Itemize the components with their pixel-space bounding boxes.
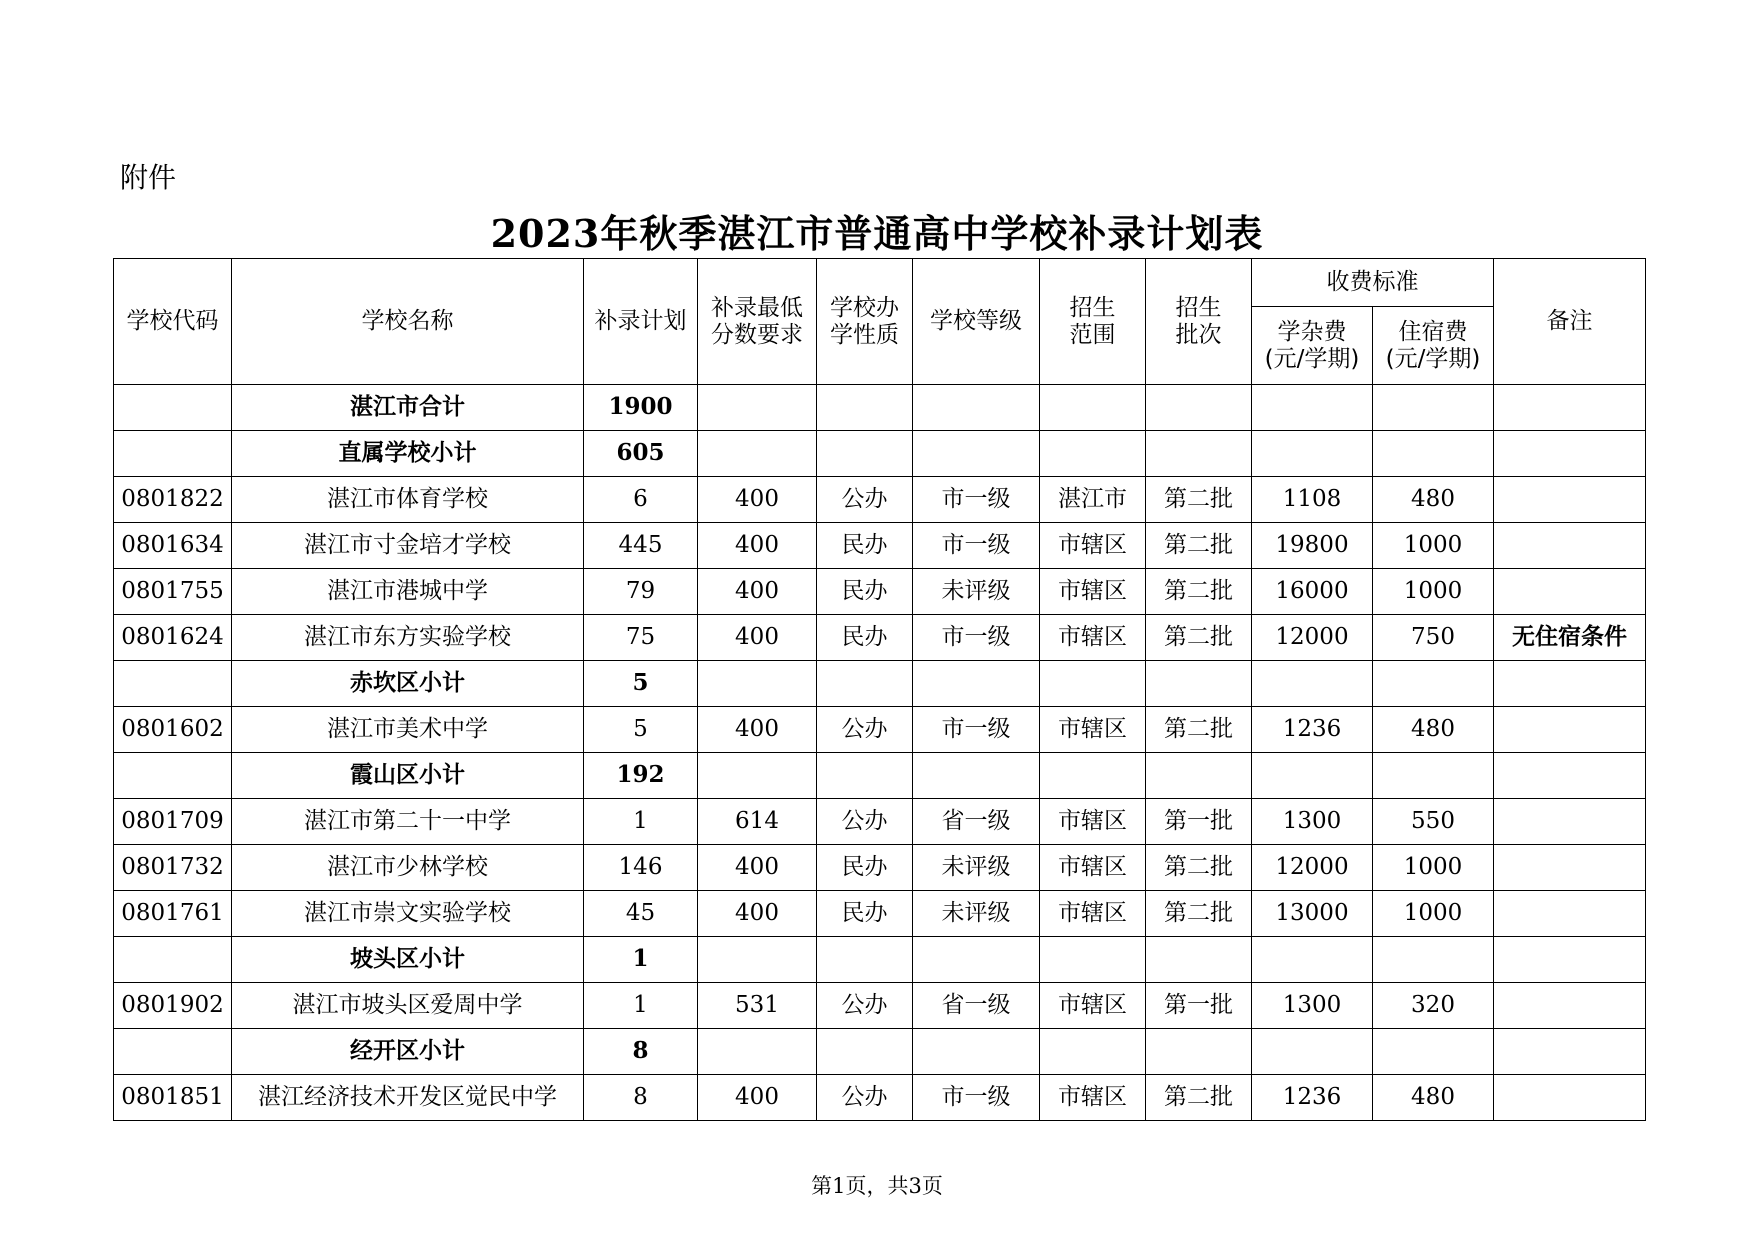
cell-name: 经开区小计 [232,1029,584,1075]
cell-tuition [1252,661,1373,707]
cell-batch: 第一批 [1146,983,1252,1029]
cell-nature [817,385,913,431]
cell-name: 湛江市美术中学 [232,707,584,753]
cell-level: 未评级 [913,845,1040,891]
page-footer: 第1页，共3页 [811,1174,943,1198]
cell-plan: 1 [584,937,698,983]
cell-remark [1494,1029,1646,1075]
cell-code [114,431,232,477]
cell-level [913,431,1040,477]
cell-tuition [1252,937,1373,983]
cell-name: 湛江市第二十一中学 [232,799,584,845]
cell-name: 霞山区小计 [232,753,584,799]
cell-level: 市一级 [913,707,1040,753]
cell-tuition: 1236 [1252,1075,1373,1121]
subtotal-row [114,1029,1646,1075]
table-row [114,983,1646,1029]
cell-scope: 市辖区 [1040,891,1146,937]
page-title: 2023年秋季湛江市普通高中学校补录计划表 [490,211,1264,256]
cell-plan: 1 [584,983,698,1029]
cell-scope [1040,661,1146,707]
cell-level: 未评级 [913,891,1040,937]
table-row [114,799,1646,845]
cell-name: 直属学校小计 [232,431,584,477]
cell-nature: 民办 [817,845,913,891]
subtotal-row [114,385,1646,431]
header-name: 学校名称 [232,259,584,385]
cell-tuition [1252,753,1373,799]
cell-scope [1040,1029,1146,1075]
cell-remark [1494,891,1646,937]
table-row [114,477,1646,523]
header-tuition-line2: (元/学期) [1264,345,1360,372]
cell-nature [817,661,913,707]
cell-code: 0801634 [114,523,232,569]
cell-nature: 公办 [817,799,913,845]
table-row [114,1075,1646,1121]
header-nature-line1: 学校办 [830,295,899,322]
cell-batch: 第二批 [1146,569,1252,615]
cell-level: 市一级 [913,615,1040,661]
cell-plan: 6 [584,477,698,523]
header-batch-line1: 招生 [1175,295,1222,322]
cell-code: 0801822 [114,477,232,523]
cell-name: 湛江经济技术开发区觉民中学 [232,1075,584,1121]
cell-score: 400 [698,615,817,661]
cell-plan: 5 [584,661,698,707]
cell-scope: 市辖区 [1040,983,1146,1029]
cell-plan: 1 [584,799,698,845]
cell-score [698,1029,817,1075]
cell-score: 400 [698,569,817,615]
cell-level [913,753,1040,799]
table-row [114,891,1646,937]
header-min-score-line2: 分数要求 [711,321,803,348]
cell-batch [1146,385,1252,431]
cell-score: 400 [698,523,817,569]
cell-tuition: 1236 [1252,707,1373,753]
cell-name: 湛江市体育学校 [232,477,584,523]
cell-tuition: 13000 [1252,891,1373,937]
cell-batch: 第二批 [1146,477,1252,523]
attachment-label: 附件 [120,161,177,194]
cell-remark [1494,569,1646,615]
cell-batch [1146,431,1252,477]
header-scope [1040,259,1146,385]
cell-code: 0801851 [114,1075,232,1121]
cell-score: 614 [698,799,817,845]
table-row [114,615,1646,661]
header-dorm [1373,307,1494,385]
cell-dorm: 1000 [1373,523,1494,569]
cell-score: 400 [698,707,817,753]
cell-batch: 第二批 [1146,615,1252,661]
cell-scope: 市辖区 [1040,523,1146,569]
cell-remark [1494,799,1646,845]
cell-level [913,937,1040,983]
admission-plan-table [113,258,1646,1121]
cell-scope: 市辖区 [1040,799,1146,845]
cell-name: 湛江市崇文实验学校 [232,891,584,937]
header-scope-line1: 招生 [1069,295,1116,322]
header-tuition-line1: 学杂费 [1277,319,1347,346]
cell-code [114,385,232,431]
cell-tuition [1252,385,1373,431]
cell-plan: 146 [584,845,698,891]
cell-nature: 公办 [817,1075,913,1121]
header-plan: 补录计划 [584,259,698,385]
cell-remark [1494,385,1646,431]
header-batch [1146,259,1252,385]
header-batch-line2: 批次 [1175,321,1222,348]
cell-plan: 605 [584,431,698,477]
cell-name: 赤坎区小计 [232,661,584,707]
cell-dorm: 480 [1373,1075,1494,1121]
cell-scope: 市辖区 [1040,845,1146,891]
cell-level: 省一级 [913,983,1040,1029]
cell-scope [1040,431,1146,477]
table-header [114,259,1646,385]
cell-plan: 192 [584,753,698,799]
header-nature [817,259,913,385]
header-code: 学校代码 [114,259,232,385]
cell-dorm: 1000 [1373,845,1494,891]
cell-dorm [1373,661,1494,707]
cell-batch [1146,753,1252,799]
cell-code [114,753,232,799]
cell-plan: 5 [584,707,698,753]
cell-nature: 公办 [817,477,913,523]
cell-scope: 市辖区 [1040,615,1146,661]
cell-level: 市一级 [913,523,1040,569]
cell-batch: 第一批 [1146,799,1252,845]
cell-code [114,937,232,983]
cell-dorm: 1000 [1373,891,1494,937]
cell-dorm [1373,431,1494,477]
cell-name: 湛江市坡头区爱周中学 [232,983,584,1029]
cell-dorm: 480 [1373,707,1494,753]
cell-code: 0801624 [114,615,232,661]
table-row [114,569,1646,615]
cell-score [698,753,817,799]
cell-dorm: 320 [1373,983,1494,1029]
cell-level [913,661,1040,707]
cell-plan: 75 [584,615,698,661]
cell-remark [1494,661,1646,707]
cell-nature: 民办 [817,615,913,661]
cell-score [698,661,817,707]
cell-plan: 1900 [584,385,698,431]
cell-score [698,385,817,431]
cell-score: 400 [698,477,817,523]
subtotal-row [114,431,1646,477]
cell-batch: 第二批 [1146,891,1252,937]
cell-nature: 公办 [817,707,913,753]
subtotal-row [114,753,1646,799]
cell-plan: 45 [584,891,698,937]
cell-remark [1494,477,1646,523]
cell-name: 湛江市港城中学 [232,569,584,615]
cell-batch [1146,1029,1252,1075]
cell-dorm [1373,937,1494,983]
cell-nature [817,937,913,983]
cell-level [913,385,1040,431]
cell-remark [1494,753,1646,799]
cell-dorm: 480 [1373,477,1494,523]
cell-tuition: 19800 [1252,523,1373,569]
cell-nature: 民办 [817,891,913,937]
cell-code: 0801602 [114,707,232,753]
cell-nature: 民办 [817,569,913,615]
cell-batch [1146,661,1252,707]
cell-scope [1040,385,1146,431]
cell-remark [1494,845,1646,891]
cell-nature: 民办 [817,523,913,569]
cell-nature [817,431,913,477]
cell-remark [1494,1075,1646,1121]
cell-score: 400 [698,891,817,937]
cell-batch: 第二批 [1146,845,1252,891]
cell-level: 省一级 [913,799,1040,845]
cell-tuition: 1300 [1252,799,1373,845]
cell-remark [1494,431,1646,477]
cell-scope [1040,937,1146,983]
cell-scope [1040,753,1146,799]
cell-tuition: 1108 [1252,477,1373,523]
cell-name: 湛江市东方实验学校 [232,615,584,661]
header-dorm-line2: (元/学期) [1385,345,1481,372]
cell-tuition [1252,431,1373,477]
header-scope-line2: 范围 [1069,321,1116,348]
cell-scope: 市辖区 [1040,707,1146,753]
cell-level [913,1029,1040,1075]
cell-code [114,661,232,707]
cell-batch: 第二批 [1146,707,1252,753]
cell-nature: 公办 [817,983,913,1029]
cell-plan: 445 [584,523,698,569]
table-row [114,845,1646,891]
cell-scope: 市辖区 [1040,1075,1146,1121]
cell-scope: 湛江市 [1040,477,1146,523]
cell-tuition: 1300 [1252,983,1373,1029]
cell-tuition: 16000 [1252,569,1373,615]
cell-dorm: 1000 [1373,569,1494,615]
cell-level: 未评级 [913,569,1040,615]
subtotal-row [114,661,1646,707]
header-fees: 收费标准 [1252,259,1494,307]
header-tuition [1252,307,1373,385]
subtotal-row [114,937,1646,983]
cell-batch: 第二批 [1146,523,1252,569]
table-body [114,385,1646,1121]
header-min-score-line1: 补录最低 [711,295,803,322]
cell-dorm [1373,385,1494,431]
cell-remark [1494,937,1646,983]
cell-nature [817,1029,913,1075]
header-remarks: 备注 [1494,259,1646,385]
cell-level: 市一级 [913,477,1040,523]
cell-score: 400 [698,1075,817,1121]
cell-nature [817,753,913,799]
cell-tuition [1252,1029,1373,1075]
cell-name: 湛江市少林学校 [232,845,584,891]
header-dorm-line1: 住宿费 [1398,319,1468,346]
cell-batch [1146,937,1252,983]
cell-remark [1494,523,1646,569]
cell-name: 坡头区小计 [232,937,584,983]
cell-dorm: 750 [1373,615,1494,661]
cell-code: 0801902 [114,983,232,1029]
cell-dorm [1373,753,1494,799]
table-row [114,707,1646,753]
cell-remark [1494,707,1646,753]
cell-code [114,1029,232,1075]
table-row [114,523,1646,569]
cell-remark: 无住宿条件 [1494,615,1646,661]
cell-dorm [1373,1029,1494,1075]
cell-tuition: 12000 [1252,845,1373,891]
cell-remark [1494,983,1646,1029]
cell-code: 0801755 [114,569,232,615]
cell-scope: 市辖区 [1040,569,1146,615]
cell-code: 0801761 [114,891,232,937]
cell-plan: 79 [584,569,698,615]
header-level: 学校等级 [913,259,1040,385]
cell-code: 0801732 [114,845,232,891]
cell-code: 0801709 [114,799,232,845]
cell-dorm: 550 [1373,799,1494,845]
cell-batch: 第二批 [1146,1075,1252,1121]
header-min-score [698,259,817,385]
cell-score: 531 [698,983,817,1029]
cell-level: 市一级 [913,1075,1040,1121]
cell-score [698,937,817,983]
cell-name: 湛江市合计 [232,385,584,431]
cell-score [698,431,817,477]
cell-name: 湛江市寸金培才学校 [232,523,584,569]
cell-plan: 8 [584,1029,698,1075]
cell-score: 400 [698,845,817,891]
header-nature-line2: 学性质 [830,321,899,348]
cell-plan: 8 [584,1075,698,1121]
cell-tuition: 12000 [1252,615,1373,661]
